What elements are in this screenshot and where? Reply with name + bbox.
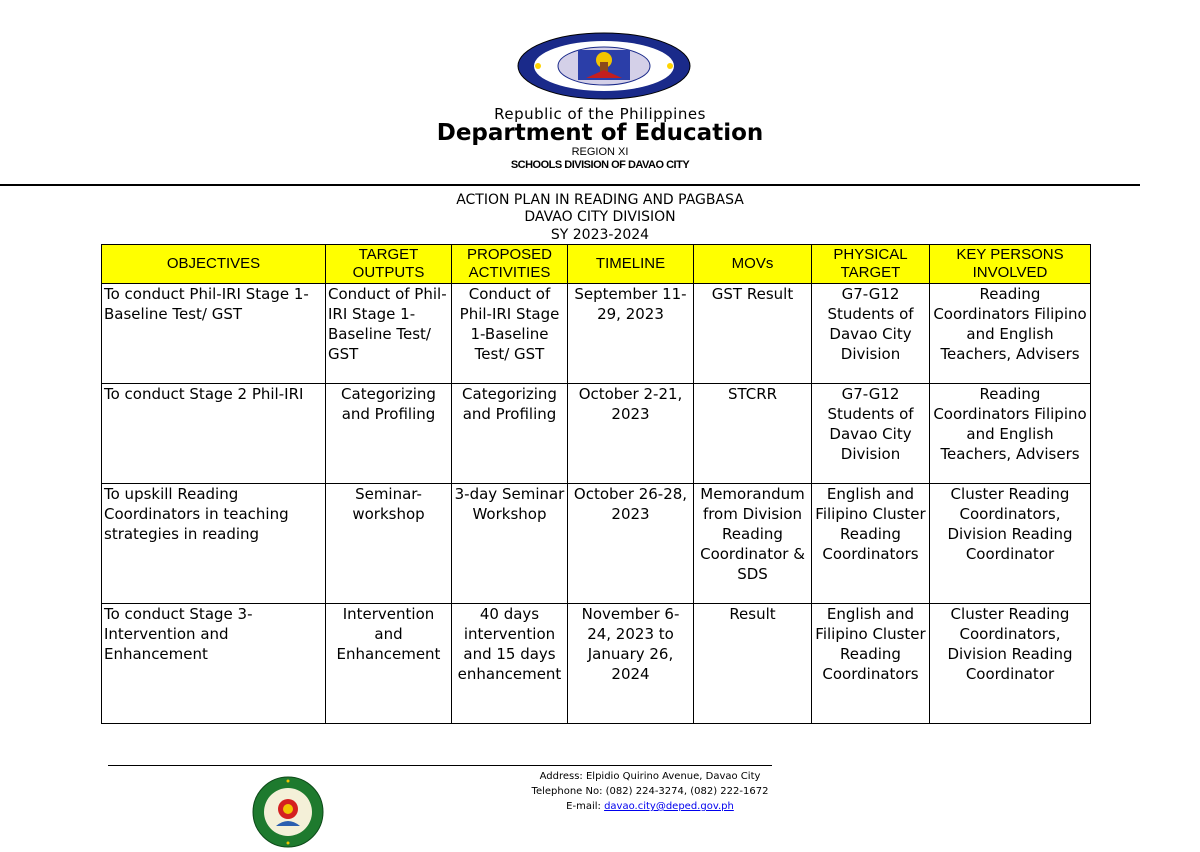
table-cell: 40 days intervention and 15 days enhancement xyxy=(452,604,568,724)
table-cell: 3-day Seminar Workshop xyxy=(452,484,568,604)
plan-school-year: SY 2023-2024 xyxy=(550,227,650,243)
department-heading: Department of Education xyxy=(436,120,764,146)
table-cell: Conduct of Phil-IRI Stage 1-Baseline Test/ GST xyxy=(326,284,452,384)
column-header: TIMELINE xyxy=(568,245,694,284)
table-cell: English and Filipino Cluster Reading Coordinators xyxy=(812,484,930,604)
table-cell: October 2-21, 2023 xyxy=(568,384,694,484)
column-header: TARGET OUTPUTS xyxy=(326,245,452,284)
table-cell: Reading Coordinators Filipino and English Teachers, Advisers xyxy=(930,284,1091,384)
footer-address: Address: Elpidio Quirino Avenue, Davao City xyxy=(539,771,761,782)
region-heading: REGION XI xyxy=(571,146,629,158)
table-cell: G7-G12 Students of Davao City Division xyxy=(812,384,930,484)
footer-email-line xyxy=(400,802,900,812)
header-divider xyxy=(0,184,1140,186)
table-row xyxy=(102,284,1091,384)
table-cell: Cluster Reading Coordinators, Division Reading Coordinator xyxy=(930,604,1091,724)
davao-city-division-logo-icon xyxy=(252,776,324,848)
republic-heading: Republic of the Philippines xyxy=(494,105,706,123)
table-cell: English and Filipino Cluster Reading Coordinators xyxy=(812,604,930,724)
action-plan-table xyxy=(101,244,1091,724)
email-link[interactable]: davao.city@deped.gov.ph xyxy=(604,801,734,812)
table-cell: To conduct Stage 2 Phil-IRI xyxy=(102,384,326,484)
column-header: PROPOSED ACTIVITIES xyxy=(452,245,568,284)
table-cell: STCRR xyxy=(694,384,812,484)
table-cell: To upskill Reading Coordinators in teaching strategies in reading xyxy=(102,484,326,604)
table-cell: GST Result xyxy=(694,284,812,384)
table-cell: Categorizing and Profiling xyxy=(326,384,452,484)
table-cell: Conduct of Phil-IRI Stage 1-Baseline Test/ GST xyxy=(452,284,568,384)
table-header-row xyxy=(102,245,1091,284)
table-cell: Cluster Reading Coordinators, Division Reading Coordinator xyxy=(930,484,1091,604)
column-header: KEY PERSONS INVOLVED xyxy=(930,245,1091,284)
deped-seal-icon xyxy=(516,32,692,100)
division-heading: SCHOOLS DIVISION OF DAVAO CITY xyxy=(510,159,690,171)
table-cell: Seminar-workshop xyxy=(326,484,452,604)
table-cell: November 6-24, 2023 to January 26, 2024 xyxy=(568,604,694,724)
table-row xyxy=(102,484,1091,604)
footer-divider xyxy=(108,765,772,766)
plan-division: DAVAO CITY DIVISION xyxy=(524,209,676,225)
plan-title: ACTION PLAN IN READING AND PAGBASA xyxy=(456,192,744,208)
table-cell: Intervention and Enhancement xyxy=(326,604,452,724)
email-label: E-mail: xyxy=(566,801,605,812)
column-header: PHYSICAL TARGET xyxy=(812,245,930,284)
column-header: MOVs xyxy=(694,245,812,284)
column-header: OBJECTIVES xyxy=(102,245,326,284)
table-cell: Memorandum from Division Reading Coordinator & SDS xyxy=(694,484,812,604)
table-cell: To conduct Stage 3-Intervention and Enhancement xyxy=(102,604,326,724)
table-cell: September 11-29, 2023 xyxy=(568,284,694,384)
table-row xyxy=(102,604,1091,724)
footer-telephone: Telephone No: (082) 224-3274, (082) 222-1672 xyxy=(531,786,769,797)
table-cell: To conduct Phil-IRI Stage 1-Baseline Test/ GST xyxy=(102,284,326,384)
table-cell: October 26-28, 2023 xyxy=(568,484,694,604)
table-cell: Categorizing and Profiling xyxy=(452,384,568,484)
table-cell: Reading Coordinators Filipino and English Teachers, Advisers xyxy=(930,384,1091,484)
table-row xyxy=(102,384,1091,484)
table-cell: Result xyxy=(694,604,812,724)
table-cell: G7-G12 Students of Davao City Division xyxy=(812,284,930,384)
